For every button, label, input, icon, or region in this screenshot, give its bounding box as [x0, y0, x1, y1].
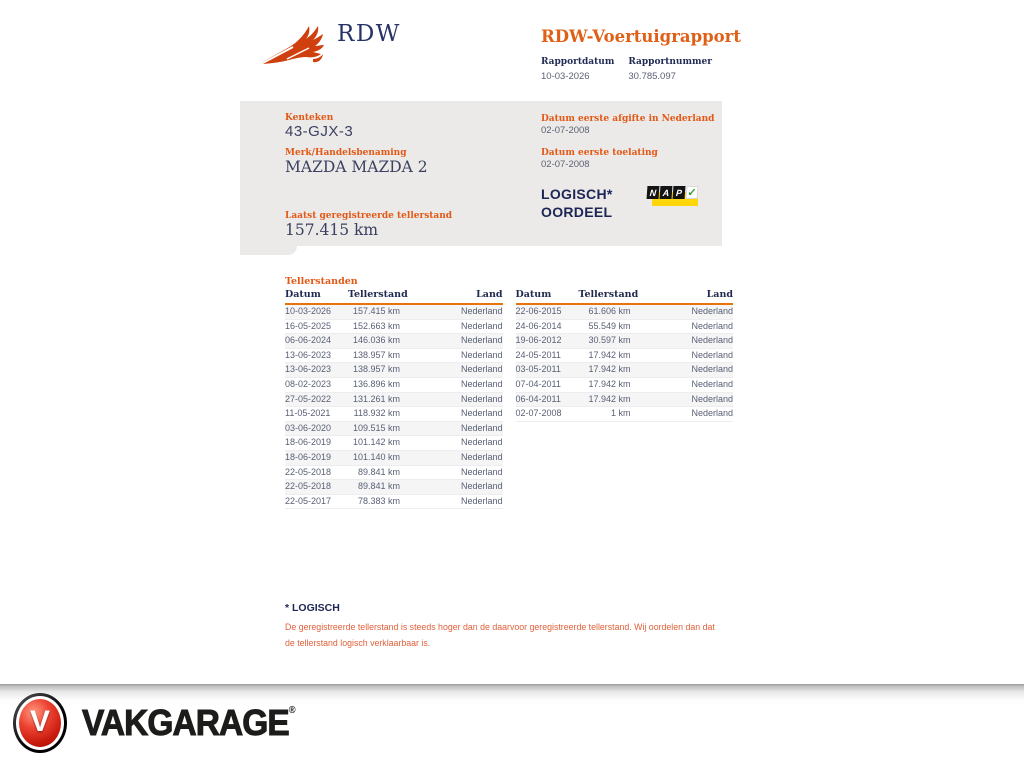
nap-letter-p: P — [673, 186, 686, 199]
tellerstand-cell: 101.142 km — [352, 437, 400, 448]
tellerstand-cell: 30.597 km — [588, 335, 631, 346]
tellerstand-cell: 61.606 km — [588, 306, 631, 316]
tellerstand-cell: 157.415 km — [352, 306, 400, 316]
datum-cell: 19-06-2012 — [515, 335, 562, 346]
land-cell: Nederland — [460, 335, 503, 346]
tellerstand-header: Tellerstand — [578, 289, 639, 300]
datum-cell: 07-04-2011 — [515, 378, 561, 389]
datum-cell: 03-05-2011 — [515, 364, 561, 375]
datum-cell: 11-05-2021 — [285, 408, 331, 419]
land-cell: Nederland — [691, 335, 733, 346]
tellerstand-cell: 55.549 km — [588, 320, 631, 331]
tellerstand-cell: 138.957 km — [352, 364, 400, 375]
land-cell: Nederland — [460, 481, 503, 492]
datum-cell: 10-03-2026 — [285, 306, 332, 316]
merk-label: Merk/Handelsbenaming — [285, 148, 407, 158]
registered-mark: ® — [288, 705, 296, 716]
table-row — [285, 422, 503, 437]
datum-cell: 22-05-2018 — [285, 481, 332, 492]
oordeel-badge — [541, 185, 613, 221]
tellerstanden-table-right — [516, 289, 734, 509]
tellerstand-header: Tellerstand — [348, 289, 408, 300]
table-body — [516, 305, 734, 422]
kenteken-value: 43-GJX-3 — [285, 123, 354, 140]
datum-cell: 22-05-2017 — [285, 495, 332, 506]
table-row — [285, 378, 503, 393]
afgifte-label: Datum eerste afgifte in Nederland — [541, 114, 715, 124]
nap-logo — [647, 184, 699, 212]
report-date — [541, 57, 614, 82]
datum-cell: 06-06-2024 — [285, 335, 332, 346]
table-row — [285, 334, 503, 349]
report-meta — [541, 57, 712, 82]
table-row — [285, 407, 503, 422]
land-cell: Nederland — [691, 393, 733, 404]
tellerstand-cell: 101.140 km — [352, 451, 400, 462]
tellerstand-cell: 89.841 km — [357, 481, 400, 492]
nap-letter-tiles — [647, 186, 698, 199]
tellerstand-cell: 109.515 km — [352, 422, 400, 433]
table-row — [285, 466, 503, 481]
footer-bar — [0, 684, 1024, 768]
rdw-wordmark: RDW — [337, 21, 401, 47]
table-row — [516, 334, 734, 349]
datum-cell: 13-06-2023 — [285, 364, 332, 375]
land-cell: Nederland — [460, 349, 503, 360]
kenteken-label: Kenteken — [285, 113, 334, 123]
datum-cell: 08-02-2023 — [285, 378, 332, 389]
oordeel-line2: OORDEEL — [541, 204, 613, 220]
footnote-text: De geregistreerde tellerstand is steeds hoger dan de daarvoor geregistreerde tellerstand. Wij oordelen dan dat de tellerstand logisch verklaarbaar is. — [285, 622, 715, 648]
datum-cell: 03-06-2020 — [285, 422, 332, 433]
tellerstand-value: 157.415 km — [285, 221, 379, 239]
table-row — [516, 407, 734, 422]
tellerstand-cell: 78.383 km — [357, 495, 400, 506]
table-row — [516, 320, 734, 335]
vakgarage-logo[interactable] — [13, 693, 312, 753]
datum-cell: 06-04-2011 — [515, 393, 561, 404]
table-row — [285, 320, 503, 335]
table-body — [285, 305, 503, 509]
table-row — [516, 378, 734, 393]
tellerstand-label: Laatst geregistreerde tellerstand — [285, 211, 453, 221]
land-cell: Nederland — [460, 422, 503, 433]
tellerstand-cell: 1 km — [610, 408, 631, 419]
report-title: RDW-Voertuigrapport — [541, 27, 741, 46]
tellerstand-cell: 138.957 km — [352, 349, 400, 360]
datum-cell: 24-05-2011 — [515, 349, 561, 360]
tellerstand-cell: 146.036 km — [352, 335, 400, 346]
datum-cell: 13-06-2023 — [285, 349, 332, 360]
tellerstand-cell: 136.896 km — [352, 378, 400, 389]
footnote-title: * LOGISCH — [285, 602, 340, 614]
land-cell: Nederland — [691, 306, 733, 316]
nap-letter-n: N — [647, 186, 660, 199]
datum-cell: 18-06-2019 — [285, 437, 332, 448]
vakgarage-v-icon: V — [13, 693, 67, 753]
land-cell: Nederland — [460, 306, 503, 316]
datum-cell: 02-07-2008 — [515, 408, 562, 419]
vakgarage-wordmark: VAKGARAGE® — [82, 702, 296, 743]
report-date-label: Rapportdatum — [541, 57, 615, 67]
land-header: Land — [706, 289, 733, 300]
table-row — [285, 451, 503, 466]
rdw-bird-logo-icon — [257, 23, 331, 69]
tellerstanden-section-label: Tellerstanden — [285, 276, 358, 287]
report-number-value: 30.785.097 — [628, 71, 676, 82]
tellerstand-cell: 89.841 km — [357, 466, 400, 477]
table-row — [285, 305, 503, 320]
land-cell: Nederland — [460, 364, 503, 375]
table-row — [516, 393, 734, 408]
table-row — [285, 393, 503, 408]
table-row — [516, 363, 734, 378]
datum-cell: 16-05-2025 — [285, 320, 332, 331]
datum-header: Datum — [515, 289, 552, 300]
table-row — [285, 349, 503, 364]
land-cell: Nederland — [691, 364, 733, 375]
tellerstand-cell: 17.942 km — [588, 378, 631, 389]
merk-value: MAZDA MAZDA 2 — [285, 158, 428, 176]
tellerstand-cell: 17.942 km — [588, 364, 631, 375]
nap-letter-a: A — [660, 186, 673, 199]
land-cell: Nederland — [460, 393, 503, 404]
table-row — [285, 363, 503, 378]
table-row — [516, 349, 734, 364]
tellerstand-cell: 131.261 km — [352, 393, 400, 404]
land-cell: Nederland — [691, 408, 733, 419]
datum-cell: 22-05-2018 — [285, 466, 332, 477]
tellerstanden-table-left — [285, 289, 503, 509]
land-cell: Nederland — [691, 349, 733, 360]
tellerstand-cell: 17.942 km — [588, 393, 631, 404]
report-number — [628, 57, 712, 82]
tellerstand-cell: 152.663 km — [352, 320, 400, 331]
nap-check-icon: ✓ — [686, 187, 697, 199]
table-row — [285, 480, 503, 495]
table-header — [285, 289, 503, 305]
land-header: Land — [476, 289, 503, 300]
table-row — [285, 436, 503, 451]
land-cell: Nederland — [460, 437, 503, 448]
vehicle-summary-box — [240, 101, 722, 246]
afgifte-value: 02-07-2008 — [541, 125, 590, 136]
report-number-label: Rapportnummer — [628, 57, 712, 67]
land-cell: Nederland — [460, 378, 503, 389]
tellerstand-cell: 118.932 km — [353, 408, 400, 419]
datum-cell: 27-05-2022 — [285, 393, 332, 404]
datum-cell: 24-06-2014 — [515, 320, 562, 331]
toelating-label: Datum eerste toelating — [541, 148, 658, 158]
datum-cell: 18-06-2019 — [285, 451, 332, 462]
datum-header: Datum — [285, 289, 321, 300]
datum-cell: 22-06-2015 — [515, 306, 562, 316]
land-cell: Nederland — [460, 495, 503, 506]
toelating-value: 02-07-2008 — [541, 159, 590, 170]
report-date-value: 10-03-2026 — [541, 71, 590, 82]
land-cell: Nederland — [691, 320, 733, 331]
table-row — [285, 495, 503, 510]
tellerstanden-tables — [285, 289, 733, 509]
table-header — [516, 289, 734, 305]
land-cell: Nederland — [460, 451, 503, 462]
land-cell: Nederland — [460, 408, 503, 419]
land-cell: Nederland — [460, 320, 503, 331]
land-cell: Nederland — [691, 378, 733, 389]
oordeel-line1: LOGISCH* — [541, 186, 613, 202]
land-cell: Nederland — [460, 466, 503, 477]
table-row — [516, 305, 734, 320]
tellerstand-cell: 17.942 km — [588, 349, 631, 360]
